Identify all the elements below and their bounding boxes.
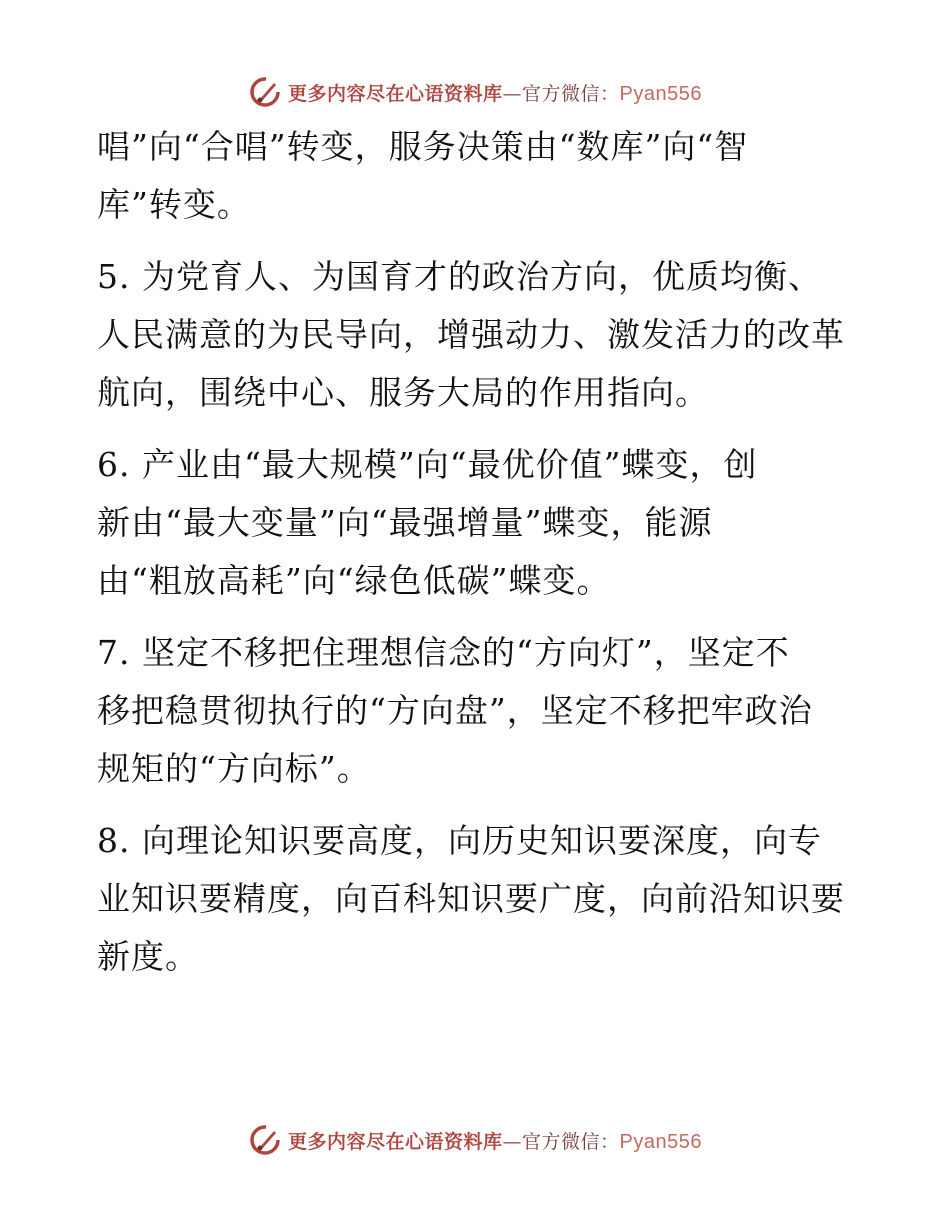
watermark-text [288, 1127, 702, 1154]
text-line: 5. 为党育人、为国育才的政治方向，优质均衡、 [97, 257, 822, 296]
watermark-header [0, 72, 950, 112]
paragraph-continuation [97, 118, 857, 234]
paragraph-item-6 [97, 436, 857, 610]
document-body [97, 118, 857, 1000]
watermark-brand: 更多内容尽在心语资料库 [288, 82, 503, 105]
brush-circle-logo-icon [248, 75, 282, 109]
paragraph-item-5 [97, 248, 857, 422]
text-line: 业知识要精度，向百科知识要广度，向前沿知识要 [97, 879, 845, 918]
watermark-wechat-id: Pyan556 [619, 1130, 702, 1153]
text-line: 由“粗放高耗”向“绿色低碳”蝶变。 [97, 561, 611, 600]
watermark-brand: 更多内容尽在心语资料库 [288, 1130, 503, 1153]
text-line: 新度。 [97, 937, 199, 976]
watermark-wechat-id: Pyan556 [619, 82, 702, 105]
text-line: 人民满意的为民导向，增强动力、激发活力的改革 [97, 315, 845, 354]
brush-circle-logo-icon [248, 1123, 282, 1157]
text-line: 6. 产业由“最大规模”向“最优价值”蝶变，创 [97, 445, 758, 484]
watermark-dash: — [502, 82, 523, 105]
text-line: 新由“最大变量”向“最强增量”蝶变，能源 [97, 503, 713, 542]
text-line: 规矩的“方向标”。 [97, 749, 371, 788]
text-line: 8. 向理论知识要高度，向历史知识要深度，向专 [97, 821, 822, 860]
paragraph-item-8 [97, 812, 857, 986]
paragraph-item-7 [97, 624, 857, 798]
text-line: 航向，围绕中心、服务大局的作用指向。 [97, 373, 709, 412]
watermark-official-label: 官方微信： [522, 82, 620, 105]
watermark-text [288, 79, 702, 106]
watermark-official-label: 官方微信： [522, 1130, 620, 1153]
text-line: 7. 坚定不移把住理想信念的“方向灯”，坚定不 [97, 633, 790, 672]
text-line: 库”转变。 [97, 185, 251, 224]
text-line: 唱”向“合唱”转变，服务决策由“数库”向“智 [97, 127, 749, 166]
watermark-dash: — [502, 1130, 523, 1153]
text-line: 移把稳贯彻执行的“方向盘”，坚定不移把牢政治 [97, 691, 813, 730]
watermark-footer [0, 1120, 950, 1160]
